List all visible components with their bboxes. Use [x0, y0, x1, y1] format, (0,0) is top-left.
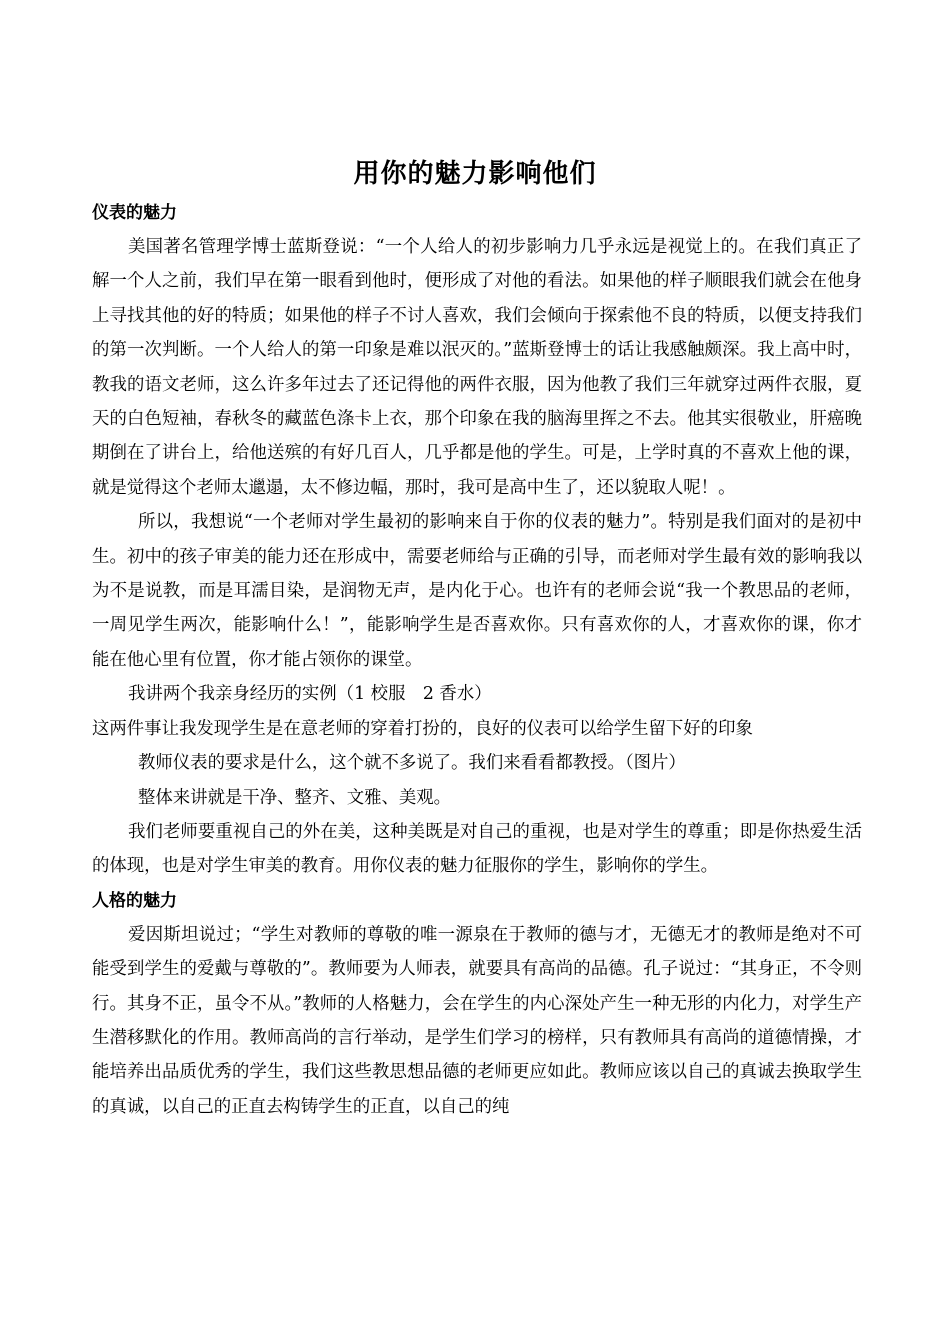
paragraph: 美国著名管理学博士蓝斯登说：“一个人给人的初步影响力几乎永远是视觉上的。在我们真正了解一个人之前，我们早在第一眼看到他时，便形成了对他的看法。如果他的样子顺眼我们就会在他身上寻找其他的好的特质；如果他的样子不讨人喜欢，我们会倾向于探索他不良的特质，以便支持我们的第一次判断。一个人给人的第一印象是难以泯灭的。”蓝斯登博士的话让我感触颇深。我上高中时，教我的语文老师，这么许多年过去了还记得他的两件衣服，因为他教了我们三年就穿过两件衣服，夏天的白色短袖，春秋冬的藏蓝色涤卡上衣，那个印象在我的脑海里挥之不去。他其实很敬业，肝癌晚期倒在了讲台上，给他送殡的有好几百人，几乎都是他的学生。可是，上学时真的不喜欢上他的课，就是觉得这个老师太邋遢，太不修边幅，那时，我可是高中生了，还以貌取人呢！。	[92, 237, 862, 498]
document-body	[92, 196, 862, 1124]
paragraph: 我讲两个我亲身经历的实例（1 校服 2 香水）	[128, 684, 492, 705]
page-title: 用你的魅力影响他们	[353, 159, 597, 189]
paragraph: 教师仪表的要求是什么，这个就不多说了。我们来看看都教授。（图片）	[138, 753, 686, 774]
paragraph: 我们老师要重视自己的外在美，这种美既是对自己的重视，也是对学生的尊重；即是你热爱生活的体现，也是对学生审美的教育。用你仪表的魅力征服你的学生，影响你的学生。	[92, 821, 862, 877]
section-heading-appearance: 仪表的魅力	[92, 203, 177, 223]
section-heading-personality: 人格的魅力	[92, 890, 177, 911]
paragraph: 整体来讲就是干净、整齐、文雅、美观。	[138, 787, 452, 808]
paragraph: 所以，我想说“一个老师对学生最初的影响来自于你的仪表的魅力”。特别是我们面对的是初中生。初中的孩子审美的能力还在形成中，需要老师给与正确的引导，而老师对学生最有效的影响我以为不是说教，而是耳濡目染，是润物无声，是内化于心。也许有的老师会说“我一个教思品的老师，一周见学生两次，能影响什么！”，能影响学生是否喜欢你。只有喜欢你的人，才喜欢你的课，你才能在他心里有位置，你才能占领你的课堂。	[92, 512, 862, 670]
paragraph: 这两件事让我发现学生是在意老师的穿着打扮的，良好的仪表可以给学生留下好的印象	[92, 718, 753, 739]
paragraph: 爱因斯坦说过；“学生对教师的尊敬的唯一源泉在于教师的德与才，无德无才的教师是绝对不可能受到学生的爱戴与尊敬的”。教师要为人师表，就要具有高尚的品德。孔子说过：“其身正，不令则行。其身不正，虽令不从。”教师的人格魅力，会在学生的内心深处产生一种无形的内化力，对学生产生潜移默化的作用。教师高尚的言行举动，是学生们学习的榜样，只有教师具有高尚的道德情操，才能培养出品质优秀的学生，我们这些教思想品德的老师更应如此。教师应该以自己的真诚去换取学生的真诚，以自己的正直去构铸学生的正直，以自己的纯	[92, 924, 862, 1117]
